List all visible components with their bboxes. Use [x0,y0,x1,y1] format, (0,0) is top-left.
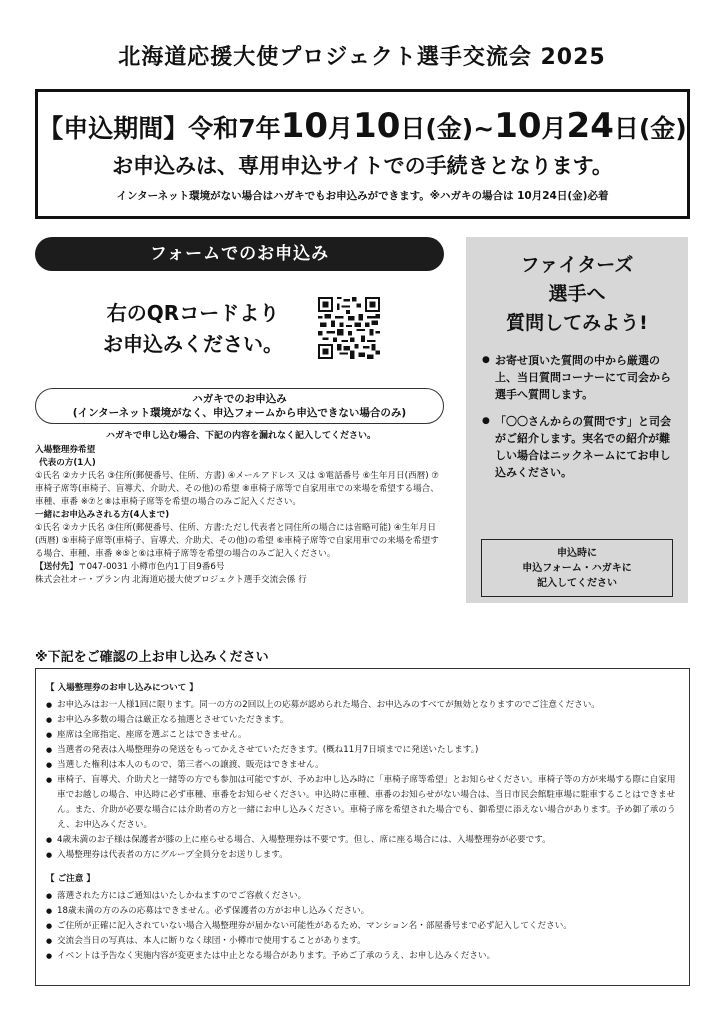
start-day: 10 [353,106,401,146]
list-item: ● お申込み多数の場合は厳正なる抽選とさせていただきます。 [46,713,679,728]
month-unit: 月 [541,114,567,143]
notes-box [35,668,690,986]
postcard-instructions [35,428,447,587]
mailing-address-label: 【送付先】 [35,562,78,572]
fighters-title-line1: ファイターズ [520,254,634,276]
representative-label: 代表の方(1人) [39,458,96,468]
companion-label: 一緒にお申込みされる方(4人まで) [35,510,170,520]
qr-instruction-line1: 右のQRコードより [106,301,280,325]
list-item: ● 交流会当日の写真は、本人に断りなく球団・小樽市で使用することがあります。 [46,934,679,949]
list-item: ● 車椅子、盲導犬、介助犬と一緒等の方でも参加は可能ですが、予めお申し込み時に「車椅子席等希望」とお知らせください。車椅子等の方が来場する際に自家用車でお越しの場合、申込時に必ず車種、車番をお知らせください。申込時に車種、車番のお知らせがない場合は、当日市民会館駐車場に駐車することはできません。また、介助が必要な場合には介助者の方と一緒にお申し込みください。車椅子席を希望された場合でも、御希望に添えない場合があります。予め御了承のうえ、お申込みください。 [46,773,679,833]
caution-notes-list [46,889,679,964]
caution-section-title: 【 ご注意 】 [46,874,95,884]
fighters-instruction-box [481,539,673,597]
postcard-intro: ハガキで申し込む場合、下記の内容を漏れなく記入してください。 [105,431,376,441]
list-item: ● 入場整理券は代表者の方にグループ全員分をお送りします。 [46,848,679,863]
form-application-heading: フォームでのお申込み [35,237,444,271]
fighters-question-panel [466,237,688,603]
period-tilde: ~ [473,114,495,143]
qr-code-icon[interactable] [318,297,380,359]
period-reiwa: 令和7年 [188,114,281,143]
fighters-box-line3: 記入してください [537,578,617,589]
mailing-address [35,561,447,574]
postcard-application-heading [35,388,444,424]
ticket-notes-list [46,698,679,863]
end-month: 10 [494,106,542,146]
end-weekday: (金) [638,114,687,143]
list-item: ● 落選された方にはご通知はいたしかねますのでご容赦ください。 [46,889,679,904]
fighters-title-line2: 選手へ [548,283,606,305]
fighters-box-line1: 申込時に [557,548,597,559]
month-unit: 月 [328,114,354,143]
online-application-notice: お申込みは、専用申込サイトでの手続きとなります。 [112,154,613,178]
application-period [38,106,687,146]
fighters-box-line2: 申込フォーム・ハガキに [522,563,632,574]
postcard-heading-line1: ハガキでのお申込み [192,393,287,405]
fighters-panel-title [466,251,688,338]
start-month: 10 [280,106,329,146]
list-item: ● ご住所が正確に記入されていない場合入場整理券が届かない可能性があるため、マンション名・部屋番号まで必ず記入してください。 [46,919,679,934]
application-period-box [35,89,690,219]
confirmation-heading: ※下記をご確認の上お申し込みください [35,650,269,665]
start-weekday: (金) [425,114,474,143]
list-item: ● 18歳未満の方のみの応募はできません。必ず保護者の方がお申し込みください。 [46,904,679,919]
list-item: ● お申込みはお一人様1回に限ります。同一の方の2回以上の応募が認められた場合、お申込みのすべてが無効となりますのでご注意ください。 [46,698,679,713]
fighters-bullet: ● お寄せ頂いた質問の中から厳選の上、当日質問コーナーにて司会から選手へ質問します。 [482,352,674,403]
mailing-address-value: 〒047-0031 小樽市色内1丁目9番6号 [77,562,225,572]
representative-fields: ①氏名 ②カナ氏名 ③住所(郵便番号、住所、方書) ④メールアドレス 又は ⑤電話番号 ⑥生年月日(西暦) ⑦車椅子席等(車椅子、盲導犬、介助犬、その他)の希望 ⑧車椅子席等で自家用車での来場を希望する場合、車種、車番 ※⑦と⑧は車椅子席等を希望の場合のみご記入ください。 [35,471,440,507]
day-unit: 日 [400,114,426,143]
day-unit: 日 [613,114,639,143]
list-item: ● 当選した権利は本人のもので、第三者への譲渡、販売はできません。 [46,758,679,773]
period-label: 【申込期間】 [38,114,189,143]
qr-instruction-line2: お申込みください。 [103,332,283,356]
list-item: ● 当選者の発表は入場整理券の発送をもってかえさせていただきます。(概ね11月7日頃までに発送いたします。) [46,743,679,758]
list-item: ● イベントは予告なく実施内容が変更または中止となる場合があります。予めご了承のうえ、お申し込みください。 [46,949,679,964]
list-item: ● 4歳未満のお子様は保護者が膝の上に座らせる場合、入場整理券は不要です。但し、席に座る場合には、入場整理券が必要です。 [46,833,679,848]
entry-ticket-label: 入場整理券希望 [35,445,96,455]
fighters-bullet: ● 「〇〇さんからの質問です」と司会がご紹介します。実名での紹介が難しい場合はニックネームにてお申し込みください。 [482,413,674,481]
end-day: 24 [566,106,614,146]
fighters-bullet-list [482,352,674,481]
qr-instruction [78,298,308,360]
postcard-heading-line2: (インターネット環境がなく、申込フォームから申込できない場合のみ) [72,407,407,419]
list-item: ● 座席は全席指定、座席を選ぶことはできません。 [46,728,679,743]
companion-fields: ①氏名 ②カナ氏名 ③住所(郵便番号、住所、方書:ただし代表者と同住所の場合には省略可能) ④生年月日(西暦) ⑤車椅子席等(車椅子、盲導犬、介助犬、その他)の希望 ⑥車椅子席等で自家用車での来場を希望する場合、車種、車番 ※⑤と⑥は車椅子席等を希望の場合のみご記入ください。 [35,523,439,559]
fighters-title-line3: 質問してみよう! [506,312,648,334]
page-title: 北海道応援大使プロジェクト選手交流会 2025 [118,45,606,70]
mailing-recipient: 株式会社オー・プラン内 北海道応援大使プロジェクト選手交流会係 行 [35,575,307,585]
ticket-section-title: 【 入場整理券のお申し込みについて 】 [46,683,198,693]
postcard-deadline-note: インターネット環境がない場合はハガキでもお申込みができます。※ハガキの場合は 10月24日(金)必着 [116,190,609,202]
